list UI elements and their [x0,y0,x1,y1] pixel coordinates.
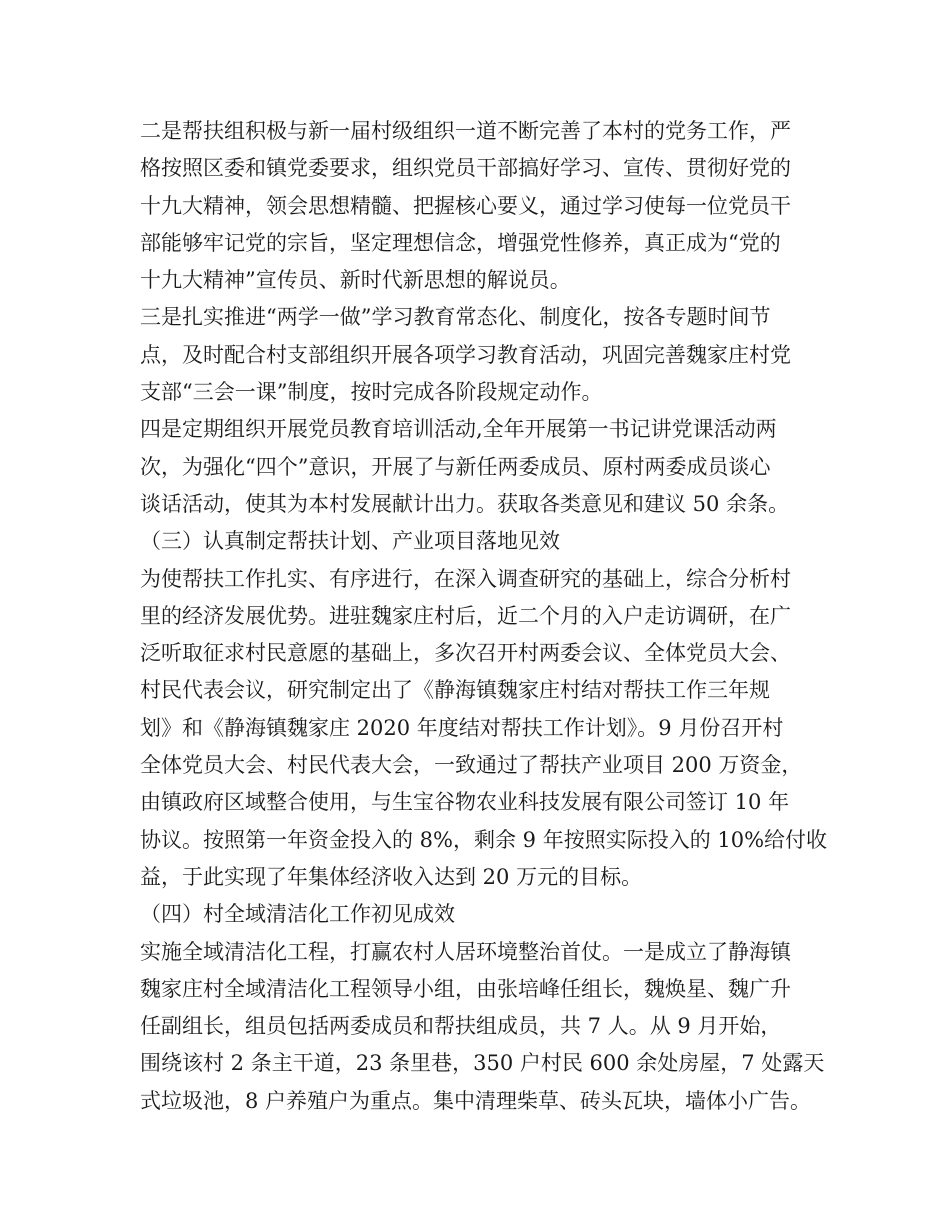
text-line: 围绕该村 2 条主干道，23 条里巷，350 户村民 600 余处房屋，7 处露天 [140,1051,825,1076]
text-line: 十九大精神，领会思想精髓、把握核心要义，通过学习使每一位党员干 [140,193,791,218]
text-line: 点，及时配合村支部组织开展各项学习教育活动，巩固完善魏家庄村党 [140,342,791,367]
text-line: 格按照区委和镇党委要求，组织党员干部搞好学习、宣传、贯彻好党的 [140,156,791,181]
text-line: 魏家庄村全域清洁化工程领导小组，由张培峰任组长，魏焕星、魏广升 [140,976,791,1001]
text-line: 村民代表会议，研究制定出了《静海镇魏家庄村结对帮扶工作三年规 [140,678,770,703]
text-line: 任副组长，组员包括两委成员和帮扶组成员，共 7 人。从 9 月开始， [140,1014,782,1039]
text-line: 支部“三会一课”制度，按时完成各阶段规定动作。 [140,380,603,405]
text-line: 四是定期组织开展党员教育培训活动,全年开展第一书记讲党课活动两 [140,417,777,442]
text-line: 划》和《静海镇魏家庄 2020 年度结对帮扶工作计划》。9 月份召开村 [140,715,784,740]
text-line: 三是扎实推进“两学一做”学习教育常态化、制度化，按各专题时间节 [140,305,771,330]
section-heading: （三）认真制定帮扶计划、产业项目落地见效 [140,529,560,554]
text-line: 泛听取征求村民意愿的基础上，多次召开村两委会议、全体党员大会、 [140,641,791,666]
text-line: 为使帮扶工作扎实、有序进行，在深入调查研究的基础上，综合分析村 [140,566,791,591]
text-line: 由镇政府区域整合使用，与生宝谷物农业科技发展有限公司签订 10 年 [140,790,790,815]
text-line: 协议。按照第一年资金投入的 8%，剩余 9 年按照实际投入的 10%给付收 [140,827,828,852]
text-line: 二是帮扶组积极与新一届村级组织一道不断完善了本村的党务工作，严 [140,119,791,143]
text-line: 式垃圾池，8 户养殖户为重点。集中清理柴草、砖头瓦块，墙体小广告。 [140,1088,812,1113]
section-heading: （四）村全域清洁化工作初见成效 [140,902,455,927]
text-line: 全体党员大会、村民代表大会，一致通过了帮扶产业项目 200 万资金， [140,753,803,778]
text-line: 益，于此实现了年集体经济收入达到 20 万元的目标。 [140,864,643,889]
text-line: 次，为强化“四个”意识，开展了与新任两委成员、原村两委成员谈心 [140,454,771,479]
text-line: 实施全域清洁化工程，打赢农村人居环境整治首仗。一是成立了静海镇 [140,939,791,964]
text-line: 里的经济发展优势。进驻魏家庄村后，近二个月的入户走访调研，在广 [140,603,791,628]
text-line: 谈话活动，使其为本村发展献计出力。获取各类意见和建议 50 余条。 [140,491,790,516]
text-line: 部能够牢记党的宗旨，坚定理想信念，增强党性修养，真正成为“党的 [140,230,781,255]
document-body [140,113,830,1120]
text-line: 十九大精神”宣传员、新时代新思想的解说员。 [140,268,571,293]
